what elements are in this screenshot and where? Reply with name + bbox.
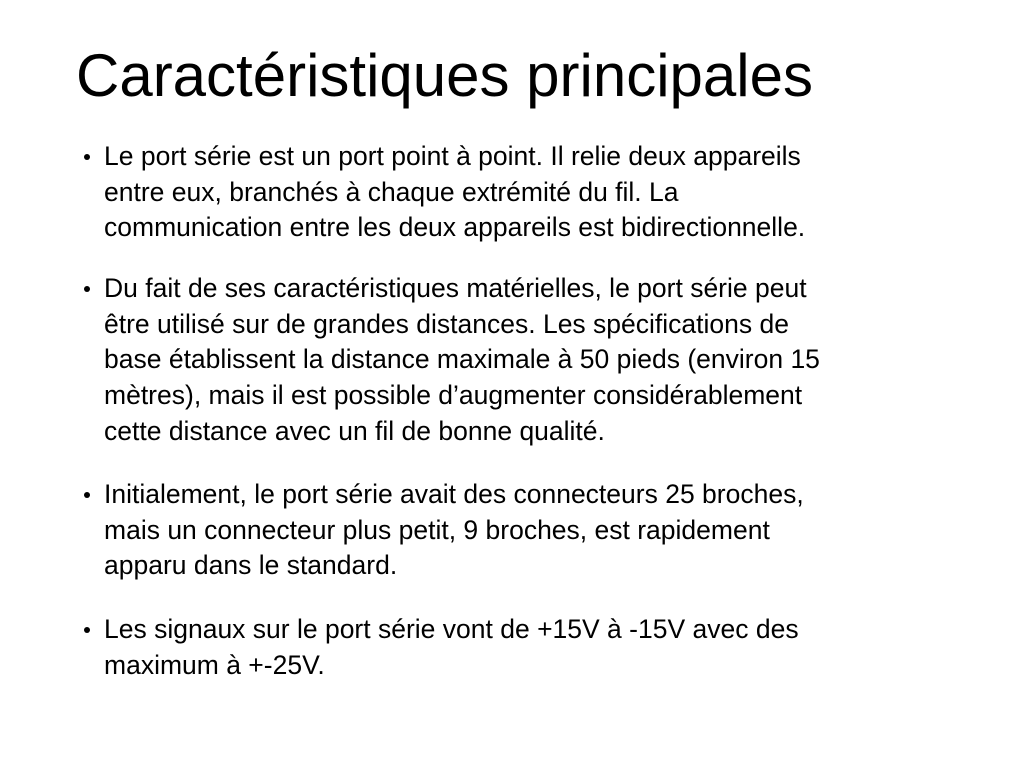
bullet-item	[76, 139, 956, 246]
bullet-item	[76, 477, 956, 584]
bullet-text: Du fait de ses caractéristiques matérielles, le port série peut être utilisé sur de grandes distances. Les spécifications de base établissent la distance maximale à 50 pieds (environ 15 mètres), mais il est possible d’augmenter considérablement cette distance avec un fil de bonne qualité.	[104, 273, 820, 446]
bullet-dot-icon	[84, 286, 90, 292]
bullet-dot-icon	[84, 627, 90, 633]
bullet-text: Le port série est un port point à point. Il relie deux appareils entre eux, branchés à chaque extrémité du fil. La communication entre les deux appareils est bidirectionnelle.	[104, 141, 806, 243]
slide-title: Caractéristiques principales	[76, 42, 813, 109]
bullet-dot-icon	[84, 154, 90, 160]
bullet-dot-icon	[84, 492, 90, 498]
bullet-item	[76, 271, 956, 450]
bullet-text: Initialement, le port série avait des connecteurs 25 broches, mais un connecteur plus petit, 9 broches, est rapidement apparu dans le standard.	[104, 479, 804, 581]
bullet-item	[76, 612, 956, 683]
bullet-text: Les signaux sur le port série vont de +15V à -15V avec des maximum à +-25V.	[104, 614, 799, 680]
